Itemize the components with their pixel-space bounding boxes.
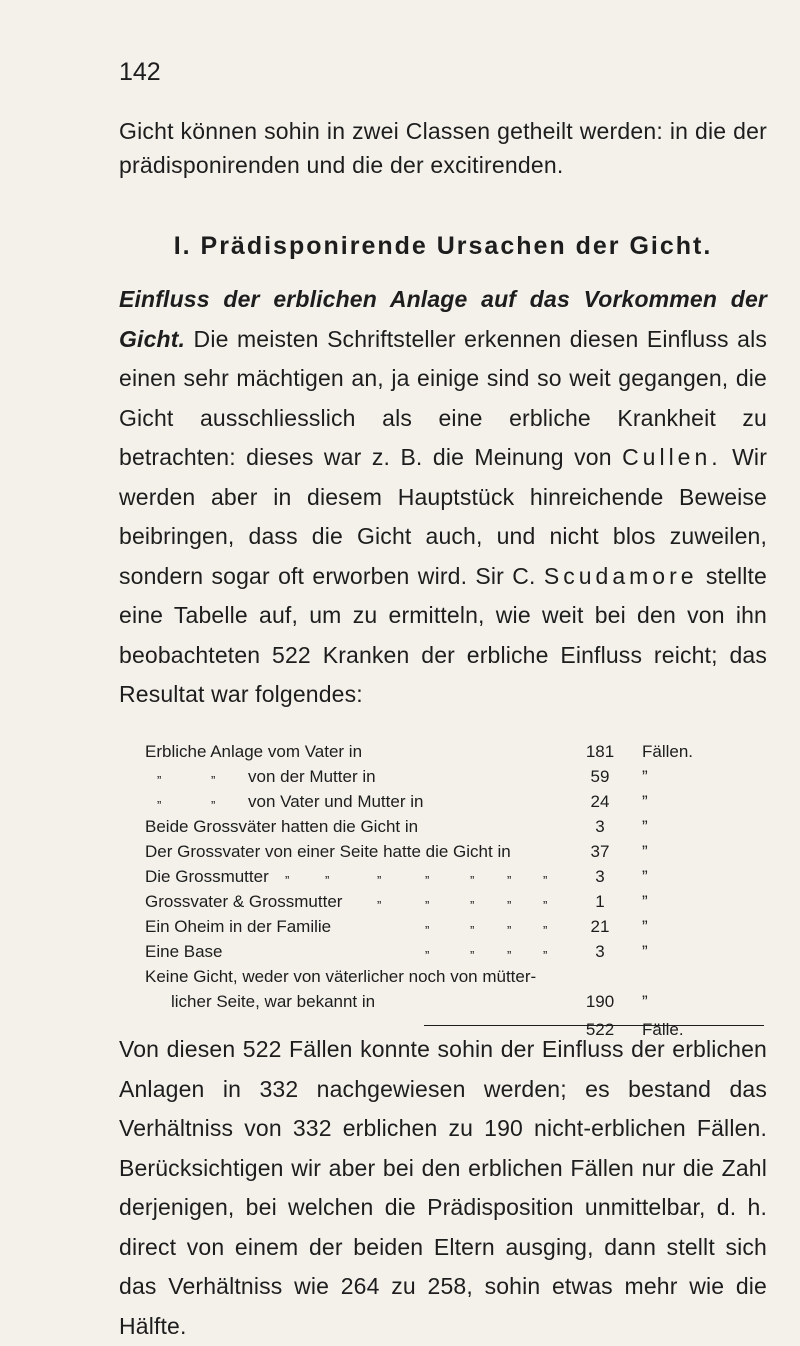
row-value: 37 xyxy=(590,842,610,861)
ditto-mark: ” xyxy=(425,873,430,888)
ditto-mark: ” xyxy=(425,923,430,938)
author-name-scudamore: Scudamore xyxy=(543,562,698,589)
section-heading: I. Prädisponirende Ursachen der Gicht. xyxy=(173,232,713,260)
row-label: Die Grossmutter xyxy=(145,867,269,886)
ditto-mark: ” xyxy=(470,873,475,888)
row-value: 59 xyxy=(590,767,610,786)
row-label: von Vater und Mutter in xyxy=(248,792,424,811)
paragraph-heredity xyxy=(119,280,767,715)
page-number: 142 xyxy=(119,58,161,86)
paragraph-text-c: stellte eine Tabelle auf, um zu ermitteln, wie weit bei den von ihn beobachteten 522 Kranken der erbliche Einfluss reicht; das Resultat war folgendes: xyxy=(119,562,767,707)
total-unit: Fälle. xyxy=(642,1020,684,1039)
row-label: von der Mutter in xyxy=(248,767,376,786)
paragraph-title: Einfluss der erblichen Anlage auf das Vorkommen der Gicht. xyxy=(119,286,767,352)
row-unit: ” xyxy=(642,792,648,811)
ditto-mark: ” xyxy=(543,948,548,963)
row-label: Grossvater & Grossmutter xyxy=(145,892,343,911)
row-label: Der Grossvater von einer Seite hatte die Gicht in xyxy=(145,842,511,861)
ditto-mark: ” xyxy=(543,873,548,888)
ditto-mark: ” xyxy=(377,898,382,913)
row-unit: ” xyxy=(642,842,648,861)
ditto-mark: ” xyxy=(507,923,512,938)
row-value: 3 xyxy=(595,942,605,961)
row-label: Beide Grossväter hatten die Gicht in xyxy=(145,817,419,836)
ditto-mark: ” xyxy=(543,923,548,938)
ditto-mark: ” xyxy=(325,873,330,888)
row-unit: ” xyxy=(642,767,648,786)
ditto-mark: ” xyxy=(470,948,475,963)
ditto-mark: ” xyxy=(470,923,475,938)
ditto-mark: ” xyxy=(507,898,512,913)
row-unit: ” xyxy=(642,942,648,961)
row-unit: Fällen. xyxy=(642,742,694,761)
row-value: 190 xyxy=(585,992,615,1011)
row-unit: ” xyxy=(642,817,648,836)
row-unit: ” xyxy=(642,917,648,936)
row-value: 3 xyxy=(595,817,605,836)
row-label: licher Seite, war bekannt in xyxy=(171,992,376,1011)
ditto-mark: ” xyxy=(470,898,475,913)
row-label: Erbliche Anlage vom Vater in xyxy=(145,742,363,761)
ditto-mark: ” xyxy=(425,948,430,963)
ditto-mark: ” xyxy=(211,798,216,813)
row-value: 3 xyxy=(595,867,605,886)
row-label: Eine Base xyxy=(145,942,223,961)
ditto-mark: ” xyxy=(507,873,512,888)
ditto-mark: ” xyxy=(157,773,162,788)
row-label: Keine Gicht, weder von väterlicher noch von mütter- xyxy=(145,967,537,986)
ditto-mark: ” xyxy=(211,773,216,788)
total-value: 522 xyxy=(585,1020,615,1039)
ditto-mark: ” xyxy=(425,898,430,913)
row-unit: ” xyxy=(642,892,648,911)
intro-paragraph: Gicht können sohin in zwei Classen getheilt werden: in die der prädisponirenden und die der excitirenden. xyxy=(119,118,767,178)
row-value: 1 xyxy=(595,892,605,911)
ditto-mark: ” xyxy=(543,898,548,913)
sum-rule xyxy=(424,1025,764,1026)
row-unit: ” xyxy=(642,992,648,1011)
paragraph-text-a: Die meisten Schriftsteller erkennen diesen Einfluss als einen sehr mächtigen an, ja einige sind so weit gegangen, die Gicht ausschliesslich als eine erbliche Krankheit zu betrachten: dieses war z. B. die Meinung von xyxy=(119,325,767,470)
author-name-cullen: Cullen. xyxy=(622,444,722,470)
row-unit: ” xyxy=(642,867,648,886)
paragraph-text-b: Wir werden aber in diesem Hauptstück hinreichende Beweise beibringen, dass die Gicht auch, und nicht blos zuweilen, sondern sogar oft erworben wird. Sir C. xyxy=(119,444,768,589)
closing-paragraph: Von diesen 522 Fällen konnte sohin der Einfluss der erblichen Anlagen in 332 nachgewiesen werden; es bestand das Verhältniss von 332 erblichen zu 190 nicht-erblichen Fällen. Berücksichtigen wir aber bei den erblichen Fällen nur die Zahl derjenigen, bei welchen die Prädisposition unmittelbar, d. h. direct von einem der beiden Eltern ausging, dann stellt sich das Verhältniss wie 264 zu 258, sohin etwas mehr wie die Hälfte. xyxy=(119,1036,767,1339)
ditto-mark: ” xyxy=(285,873,290,888)
row-value: 21 xyxy=(590,917,610,936)
ditto-mark: ” xyxy=(377,873,382,888)
ditto-mark: ” xyxy=(507,948,512,963)
row-value: 181 xyxy=(585,742,615,761)
ditto-mark: ” xyxy=(157,798,162,813)
row-label: Ein Oheim in der Familie xyxy=(145,917,332,936)
row-value: 24 xyxy=(590,792,610,811)
